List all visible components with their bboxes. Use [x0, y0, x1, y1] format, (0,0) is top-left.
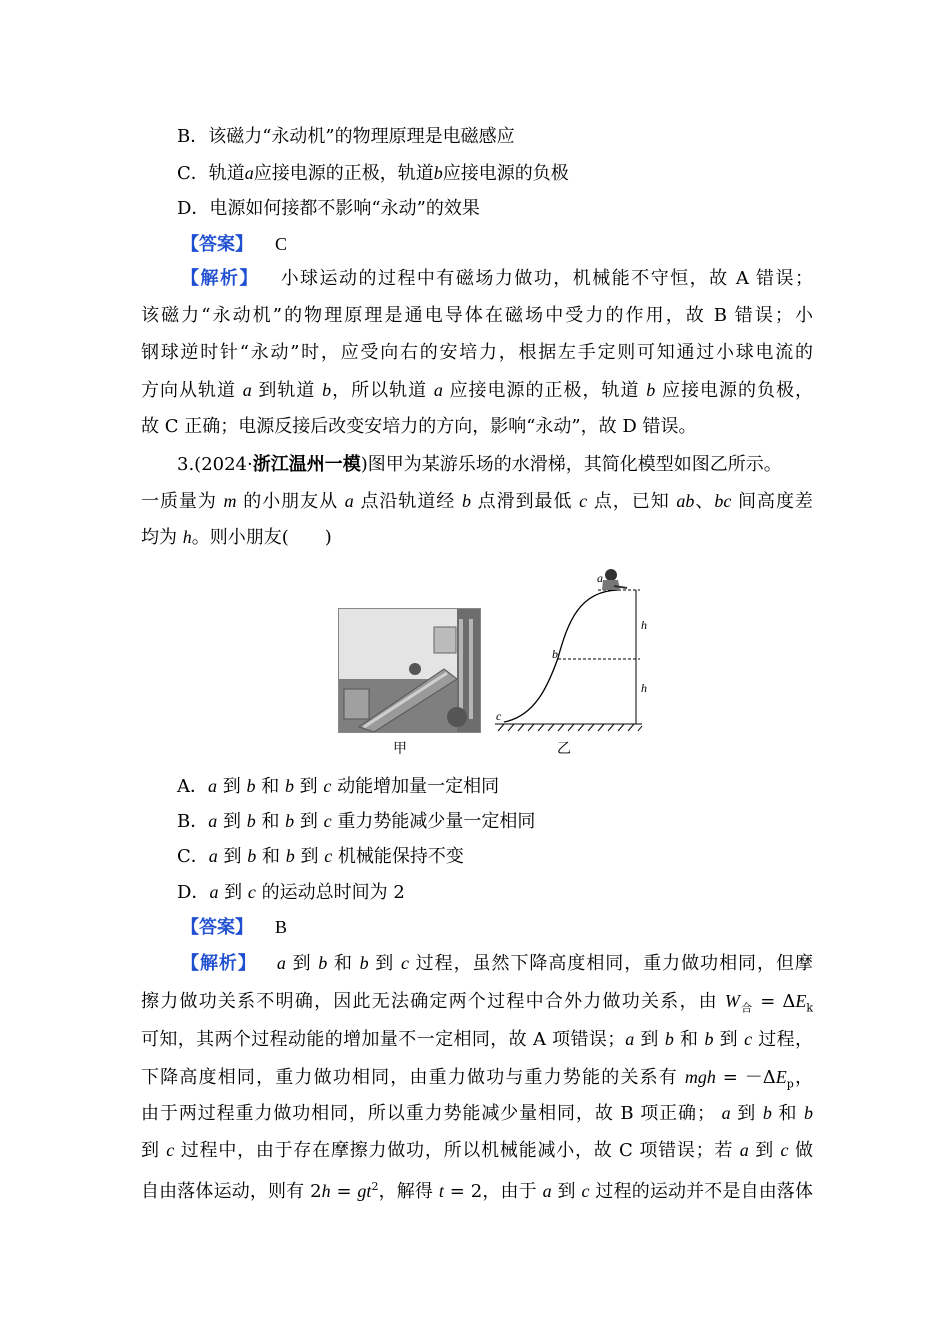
superscript-2: 2: [371, 1180, 379, 1193]
text: = 2，由于: [449, 1181, 537, 1202]
var-b: b: [246, 811, 256, 831]
text: )图甲为某游乐场的水滑梯，其简化模型如图乙所示。: [360, 454, 782, 475]
text: ，所以轨道: [331, 380, 428, 401]
text: 小球运动的过程中有磁场力做功，机械能不守恒，故 A 错误；: [280, 268, 814, 289]
var-b: b: [246, 776, 256, 796]
var-b: b: [322, 380, 332, 400]
figure-caption-right: 乙: [557, 741, 571, 757]
subscript-k: k: [806, 1001, 814, 1015]
source: 浙江温州一模: [252, 454, 361, 475]
q2-analysis-line-3: 钢球逆时针“永动”时，应受向右的安培力，根据左手定则可知通过小球电流的: [141, 342, 813, 363]
text: 过程，虽然下降高度相同，重力做功相同，但摩: [415, 953, 813, 974]
var-b: b: [461, 491, 471, 511]
var-t: t: [366, 1181, 372, 1201]
answer-label: 【答案】: [181, 234, 253, 255]
text: 到: [141, 1140, 160, 1161]
var-b: b: [804, 1103, 814, 1123]
q2-analysis-line-2: 该磁力“永动机”的物理原理是通电导体在磁场中受力的作用，故 B 错误；小: [141, 305, 813, 326]
text: 自由落体运动，则有 2: [141, 1181, 322, 1202]
var-a: a: [242, 380, 252, 400]
q2-answer: [181, 231, 287, 258]
q3-analysis-line-3: [141, 1026, 813, 1053]
text: 和: [680, 1029, 699, 1050]
text: 到: [640, 1029, 659, 1050]
text: 重力势能减少量一定相同: [337, 811, 536, 832]
q3-analysis-line-7: 自由落体运动，则有 $2h = gt^2$，解得 t = 2，由于 a 到 c 过程的运动并不是自由落体: [141, 1180, 813, 1202]
var-c: c: [581, 1181, 590, 1201]
text: 到: [292, 953, 312, 974]
text: 和: [261, 776, 280, 797]
height-label-lower: h: [641, 681, 647, 695]
figure-caption-left: 甲: [393, 741, 407, 757]
text: 的小朋友从: [243, 491, 339, 512]
q2-analysis-line-4: [141, 377, 813, 404]
text: 到: [224, 882, 243, 903]
text: 到: [222, 811, 241, 832]
option-letter: B．: [177, 811, 209, 832]
var-b: b: [247, 846, 257, 866]
var-mgh: mgh: [684, 1067, 716, 1087]
text: 可知，其两个过程动能的增加量不一定相同，故 A 项错误；: [141, 1029, 626, 1050]
var-a: a: [208, 776, 217, 796]
text: 到: [737, 1103, 757, 1124]
var-t: t: [438, 1181, 444, 1201]
text: 间高度差: [738, 491, 813, 512]
var-a: a: [433, 380, 443, 400]
point-a-label: a: [597, 571, 603, 585]
var-b: b: [704, 1029, 714, 1049]
var-e: E: [775, 1067, 787, 1087]
var-a: a: [244, 163, 254, 183]
q2-analysis-line-1: [181, 266, 813, 292]
text: 到: [375, 953, 395, 974]
var-ab: ab: [676, 491, 695, 511]
subscript-he: 合: [739, 1001, 754, 1015]
q2-option-c: [177, 160, 569, 187]
var-c: c: [400, 953, 409, 973]
text: 到: [299, 811, 318, 832]
var-b: b: [284, 776, 294, 796]
text: 、: [694, 491, 715, 512]
text: 均为: [141, 527, 177, 548]
text: 机械能保持不变: [337, 846, 464, 867]
var-b: b: [433, 163, 443, 183]
var-e: E: [795, 991, 807, 1011]
var-a: a: [542, 1181, 552, 1201]
text: 应接电源的负极: [442, 163, 569, 184]
height-label-upper: h: [641, 618, 647, 632]
var-bc: bc: [714, 491, 732, 511]
text: 和: [778, 1103, 798, 1124]
text: 点滑到最低: [477, 491, 573, 512]
var-c: c: [323, 811, 332, 831]
text: 由于两过程重力做功相同，所以重力势能减少量相同，故 B 项正确；: [141, 1103, 715, 1124]
q3-stem-line-2: [141, 488, 813, 515]
var-c: c: [324, 846, 333, 866]
text: 和: [333, 953, 353, 974]
text: 下降高度相同，重力做功相同，由重力做功与重力势能的关系有: [141, 1067, 678, 1088]
var-a: a: [209, 882, 219, 902]
analysis-label: 【解析】: [181, 268, 259, 289]
q3-analysis-line-5: [141, 1100, 813, 1127]
text: 擦力做功关系不明确，因此无法确定两个过程中合外力做功关系，由: [141, 991, 718, 1012]
var-a: a: [208, 811, 218, 831]
text: 到: [557, 1181, 576, 1202]
q2-option-b: B．该磁力“永动机”的物理原理是电磁感应: [177, 126, 515, 147]
subscript-p: p: [786, 1077, 794, 1091]
var-b: b: [318, 953, 328, 973]
q3-option-c: [177, 843, 464, 870]
text: 点，已知: [593, 491, 670, 512]
text: 到轨道: [258, 380, 316, 401]
var-a: a: [625, 1029, 635, 1049]
var-h: h: [321, 1181, 331, 1201]
q3-option-b: [177, 808, 535, 835]
ground-hatch: [495, 724, 642, 731]
var-b: b: [646, 380, 656, 400]
text: 应接电源的负极，: [661, 380, 813, 401]
slide-curve: [504, 590, 618, 722]
option-letter: A．: [177, 776, 208, 797]
text: 和: [261, 846, 280, 867]
var-c: c: [579, 491, 588, 511]
var-a: a: [276, 953, 286, 973]
analysis-label: 【解析】: [181, 953, 257, 974]
q3-analysis-line-1: [181, 950, 813, 977]
text: 。则小朋友( ): [191, 527, 332, 548]
q3-option-d: [177, 879, 405, 906]
text: 动能增加量一定相同: [337, 776, 500, 797]
text: C．轨道: [177, 163, 245, 184]
var-b: b: [762, 1103, 772, 1123]
text: 到: [222, 776, 241, 797]
var-w: W: [724, 991, 740, 1011]
var-a: a: [208, 846, 218, 866]
text: 到: [223, 846, 242, 867]
var-c: c: [323, 776, 332, 796]
water-slide-photo-drawing: [339, 609, 480, 732]
point-b-label: b: [552, 647, 558, 661]
var-c: c: [166, 1140, 175, 1160]
var-a: a: [739, 1140, 749, 1160]
water-slide-photo: [338, 608, 481, 733]
q3-option-a: [177, 773, 499, 800]
option-letter: D．: [177, 882, 210, 903]
var-b: b: [285, 846, 295, 866]
child-figure: [602, 569, 627, 590]
q2-analysis-line-5: 故 C 正确；电源反接后改变安培力的方向，影响“永动”，故 D 错误。: [141, 416, 697, 437]
var-a: a: [344, 491, 354, 511]
text: 点沿轨道经: [360, 491, 456, 512]
q3-analysis-line-4: 下降高度相同，重力做功相同，由重力做功与重力势能的关系有 mgh = $-\Delta E_p$，: [141, 1067, 814, 1091]
answer-label: 【答案】: [181, 917, 253, 938]
text: 到: [755, 1140, 774, 1161]
var-h: h: [182, 527, 192, 547]
slide-model-diagram: [490, 566, 670, 741]
var-c: c: [744, 1029, 753, 1049]
q3-analysis-line-2: 擦力做功关系不明确，因此无法确定两个过程中合外力做功关系，由 $W_合 = \Delta E_k$: [141, 991, 814, 1015]
q2-option-d: D．电源如何接都不影响“永动”的效果: [177, 198, 480, 219]
text: 过程中，由于存在摩擦力做功，所以机械能减小，故 C 项错误；若: [180, 1140, 734, 1161]
var-g: g: [357, 1181, 367, 1201]
text: 方向从轨道: [141, 380, 236, 401]
var-b: b: [664, 1029, 674, 1049]
text: ，解得: [378, 1181, 434, 1202]
var-m: m: [223, 491, 237, 511]
text: 到: [719, 1029, 739, 1050]
option-letter: C．: [177, 846, 209, 867]
q3-analysis-line-6: [141, 1137, 813, 1164]
var-b: b: [359, 953, 369, 973]
var-a: a: [721, 1103, 731, 1123]
text: 一质量为: [141, 491, 217, 512]
text: 应接电源的正极，轨道: [253, 163, 434, 184]
text: 到: [299, 776, 318, 797]
var-c: c: [247, 882, 256, 902]
point-c-label: c: [496, 709, 502, 723]
q3-stem-line-1: [177, 452, 782, 478]
text: 到: [300, 846, 319, 867]
text: 的运动总时间为 2: [261, 882, 405, 903]
var-b: b: [285, 811, 295, 831]
var-c: c: [780, 1140, 789, 1160]
q3-answer: [181, 914, 287, 941]
q3-stem-line-3: [141, 524, 332, 551]
text: 过程，: [758, 1029, 813, 1050]
text: 做: [794, 1140, 813, 1161]
text: 和: [261, 811, 280, 832]
answer-value: C: [275, 234, 288, 254]
answer-value: B: [275, 917, 288, 937]
text: 过程的运动并不是自由落体: [595, 1181, 813, 1202]
text: 应接电源的正极，轨道: [449, 380, 640, 401]
text: 3.(2024·: [177, 454, 253, 475]
